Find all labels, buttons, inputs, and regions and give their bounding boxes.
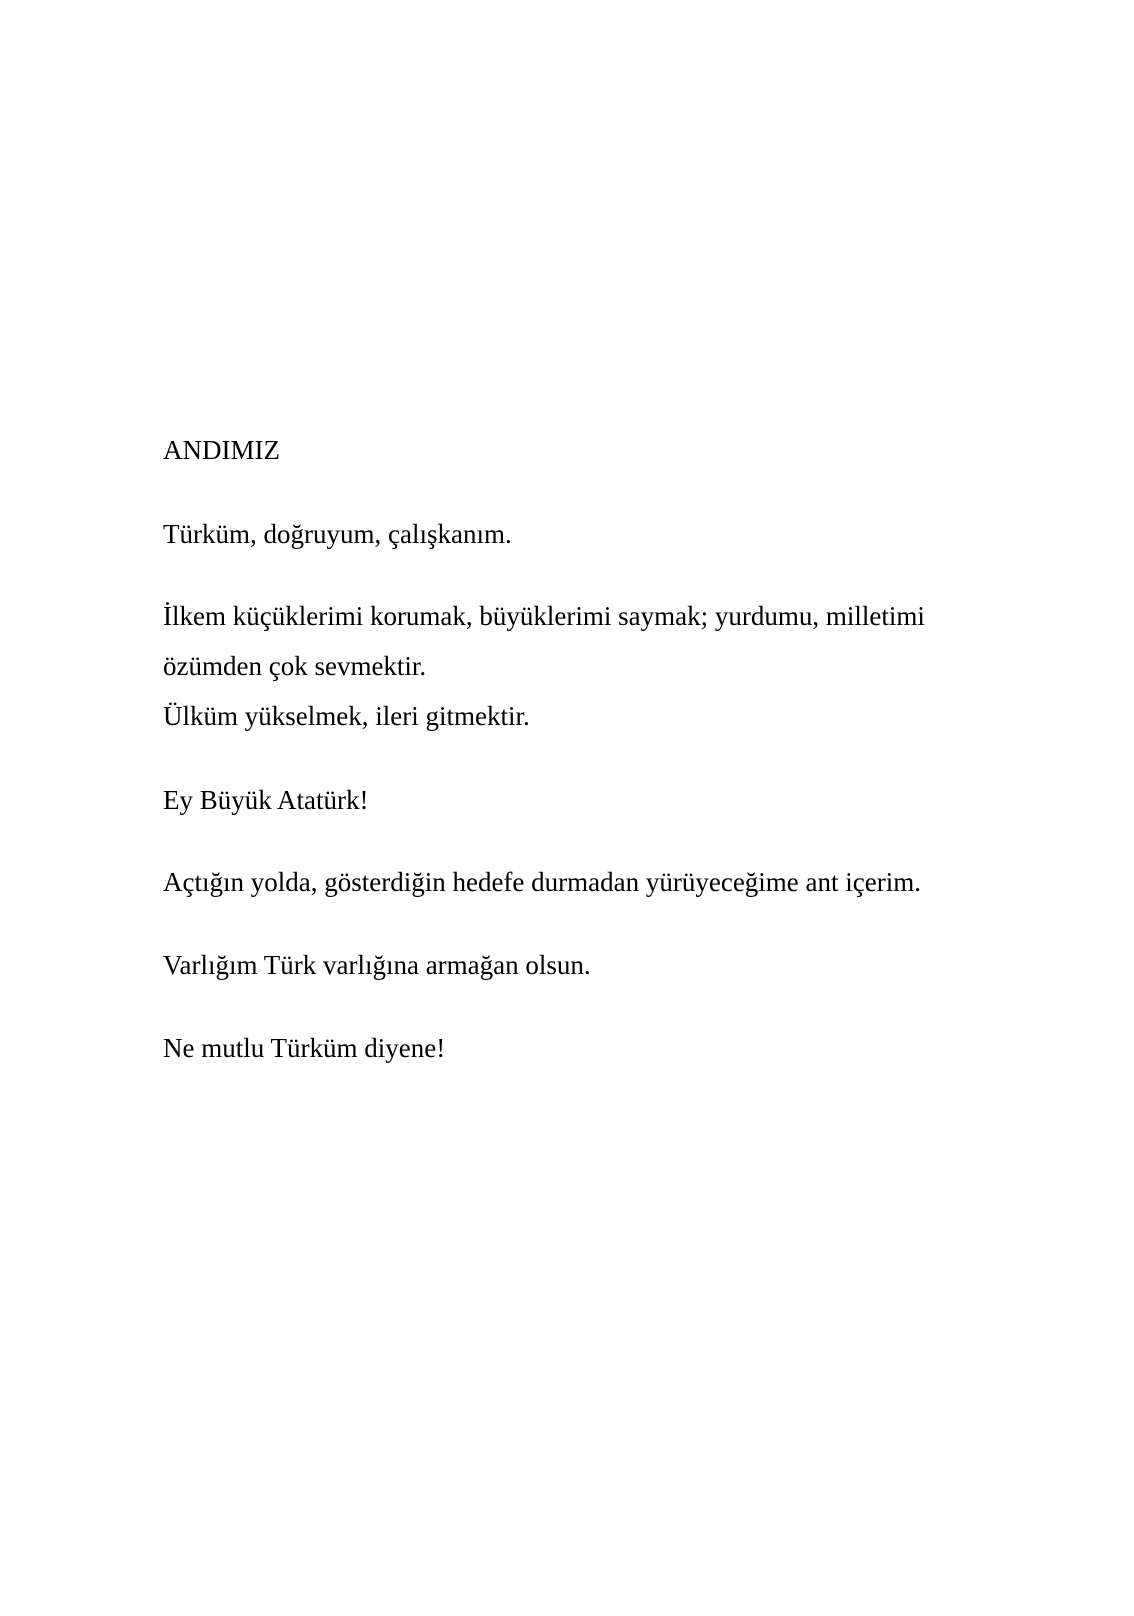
text-line: Türküm, doğruyum, çalışkanım. — [163, 519, 512, 549]
text-line: Ülküm yükselmek, ileri gitmektir. — [163, 701, 530, 731]
text-line: Açtığın yolda, gösterdiğin hedefe durmadan yürüyeceğime ant içerim. — [163, 867, 921, 897]
document-title: ANDIMIZ — [163, 435, 280, 465]
text-line: Ey Büyük Atatürk! — [163, 785, 369, 815]
text-line: Varlığım Türk varlığına armağan olsun. — [163, 950, 591, 980]
text-line: özümden çok sevmektir. — [163, 651, 427, 681]
text-line: İlkem küçüklerimi korumak, büyüklerimi saymak; yurdumu, milletimi — [163, 601, 925, 631]
text-line: Ne mutlu Türküm diyene! — [163, 1033, 446, 1063]
